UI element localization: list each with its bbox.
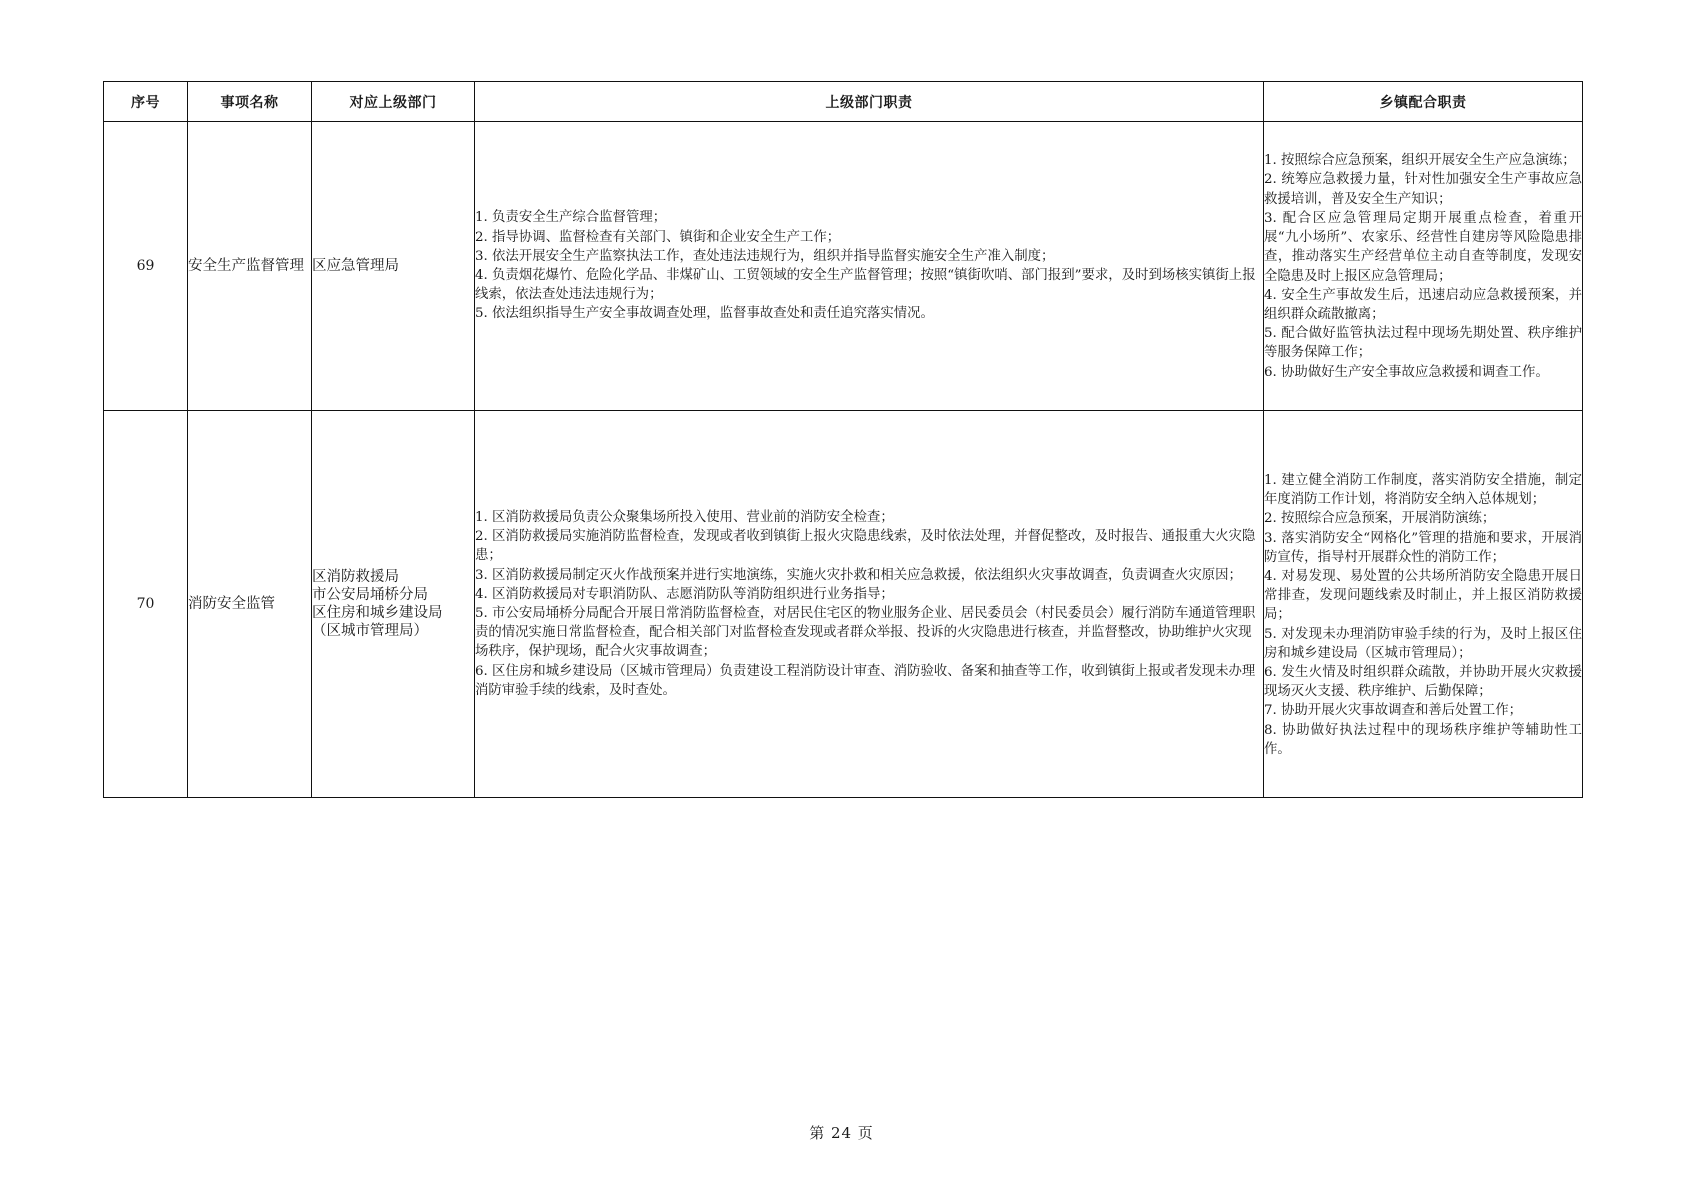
duty-item: 5. 配合做好监管执法过程中现场先期处置、秩序维护等服务保障工作； <box>1264 326 1582 361</box>
department-line: 区应急管理局 <box>312 258 399 274</box>
duty-item: 1. 负责安全生产综合监督管理； <box>475 210 667 226</box>
duty-item: 3. 落实消防安全“网格化”管理的措施和要求，开展消防宣传，指导村开展群众性的消防工作； <box>1264 530 1582 565</box>
duty-item: 3. 依法开展安全生产监察执法工作，查处违法违规行为，组织并指导监督实施安全生产准入制度； <box>475 248 1055 264</box>
table-header-row <box>104 82 1583 122</box>
duty-item: 2. 区消防救援局实施消防监督检查，发现或者收到镇街上报火灾隐患线索，及时依法处理，并督促整改，及时报告、通报重大火灾隐患； <box>475 529 1256 564</box>
row-serial-number: 69 <box>104 122 188 411</box>
duty-item: 1. 建立健全消防工作制度，落实消防安全措施，制定年度消防工作计划，将消防安全纳入总体规划； <box>1264 472 1582 508</box>
row-serial-number: 70 <box>104 411 188 798</box>
row-superior-department <box>312 122 475 411</box>
department-line: 区住房和城乡建设局 <box>312 605 443 621</box>
duty-item: 5. 对发现未办理消防审验手续的行为，及时上报区住房和城乡建设局（区城市管理局）； <box>1264 626 1582 661</box>
duty-item: 2. 统筹应急救援力量，针对性加强安全生产事故应急救援培训，普及安全生产知识； <box>1264 172 1582 207</box>
page-number: 第 24 页 <box>809 1124 874 1142</box>
duty-item: 4. 对易发现、易处置的公共场所消防安全隐患开展日常排查，发现问题线索及时制止，并上报区消防救援局； <box>1264 568 1582 623</box>
header-item-name: 事项名称 <box>188 82 312 122</box>
duty-item: 4. 区消防救援局对专职消防队、志愿消防队等消防组织进行业务指导； <box>475 586 894 602</box>
duty-item: 2. 指导协调、监督检查有关部门、镇街和企业安全生产工作； <box>475 229 841 245</box>
duty-item: 7. 协助开展火灾事故调查和善后处置工作； <box>1264 703 1523 719</box>
duty-item: 1. 按照综合应急预案，组织开展安全生产应急演练； <box>1264 153 1576 169</box>
duty-item: 2. 按照综合应急预案，开展消防演练； <box>1264 511 1496 527</box>
header-superior-duties: 上级部门职责 <box>475 82 1264 122</box>
table-row <box>104 122 1583 411</box>
department-line: 市公安局埇桥分局 <box>312 587 428 603</box>
table-row <box>104 411 1583 798</box>
header-serial-number: 序号 <box>104 82 188 122</box>
department-line: 区消防救援局 <box>312 569 399 585</box>
header-superior-department: 对应上级部门 <box>312 82 475 122</box>
row-superior-department <box>312 411 475 798</box>
duty-item: 6. 发生火情及时组织群众疏散，并协助开展火灾救援现场灭火支援、秩序维护、后勤保障； <box>1264 665 1582 700</box>
duty-item: 6. 协助做好生产安全事故应急救援和调查工作。 <box>1264 364 1549 380</box>
row-township-duties <box>1264 122 1583 411</box>
department-line: （区城市管理局） <box>312 623 428 639</box>
row-item-name: 消防安全监管 <box>188 411 312 798</box>
duty-item: 8. 协助做好执法过程中的现场秩序维护等辅助性工作。 <box>1264 722 1582 757</box>
row-township-duties <box>1264 411 1583 798</box>
duty-item: 5. 依法组织指导生产安全事故调查处理，监督事故查处和责任追究落实情况。 <box>475 306 934 322</box>
duty-item: 3. 配合区应急管理局定期开展重点检查，着重开展“九小场所”、农家乐、经营性自建房等风险隐患排查，推动落实生产经营单位主动自查等制度，发现安全隐患及时上报区应急管理局； <box>1264 210 1582 284</box>
row-superior-duties <box>475 411 1264 798</box>
header-township-duties: 乡镇配合职责 <box>1264 82 1583 122</box>
duty-item: 3. 区消防救援局制定灭火作战预案并进行实地演练，实施火灾扑救和相关应急救援，依法组织火灾事故调查，负责调查火灾原因； <box>475 567 1242 583</box>
responsibility-table <box>103 81 1583 798</box>
duty-item: 4. 安全生产事故发生后，迅速启动应急救援预案，并组织群众疏散撤离； <box>1264 287 1582 322</box>
row-item-name: 安全生产监督管理 <box>188 122 312 411</box>
duty-item: 4. 负责烟花爆竹、危险化学品、非煤矿山、工贸领域的安全生产监督管理；按照“镇街吹哨、部门报到”要求，及时到场核实镇街上报线索，依法查处违法违规行为； <box>475 268 1256 303</box>
duty-item: 1. 区消防救援局负责公众聚集场所投入使用、营业前的消防安全检查； <box>475 509 894 525</box>
row-superior-duties <box>475 122 1264 411</box>
duty-item: 6. 区住房和城乡建设局（区城市管理局）负责建设工程消防设计审查、消防验收、备案和抽查等工作，收到镇街上报或者发现未办理消防审验手续的线索，及时查处。 <box>475 663 1256 698</box>
duty-item: 5. 市公安局埇桥分局配合开展日常消防监督检查，对居民住宅区的物业服务企业、居民委员会（村民委员会）履行消防车通道管理职责的情况实施日常监督检查，配合相关部门对监督检查发现或者群众举报、投诉的火灾隐患进行核查，并监督整改，协助维护火灾现场秩序，保护现场，配合火灾事故调查； <box>475 606 1256 660</box>
